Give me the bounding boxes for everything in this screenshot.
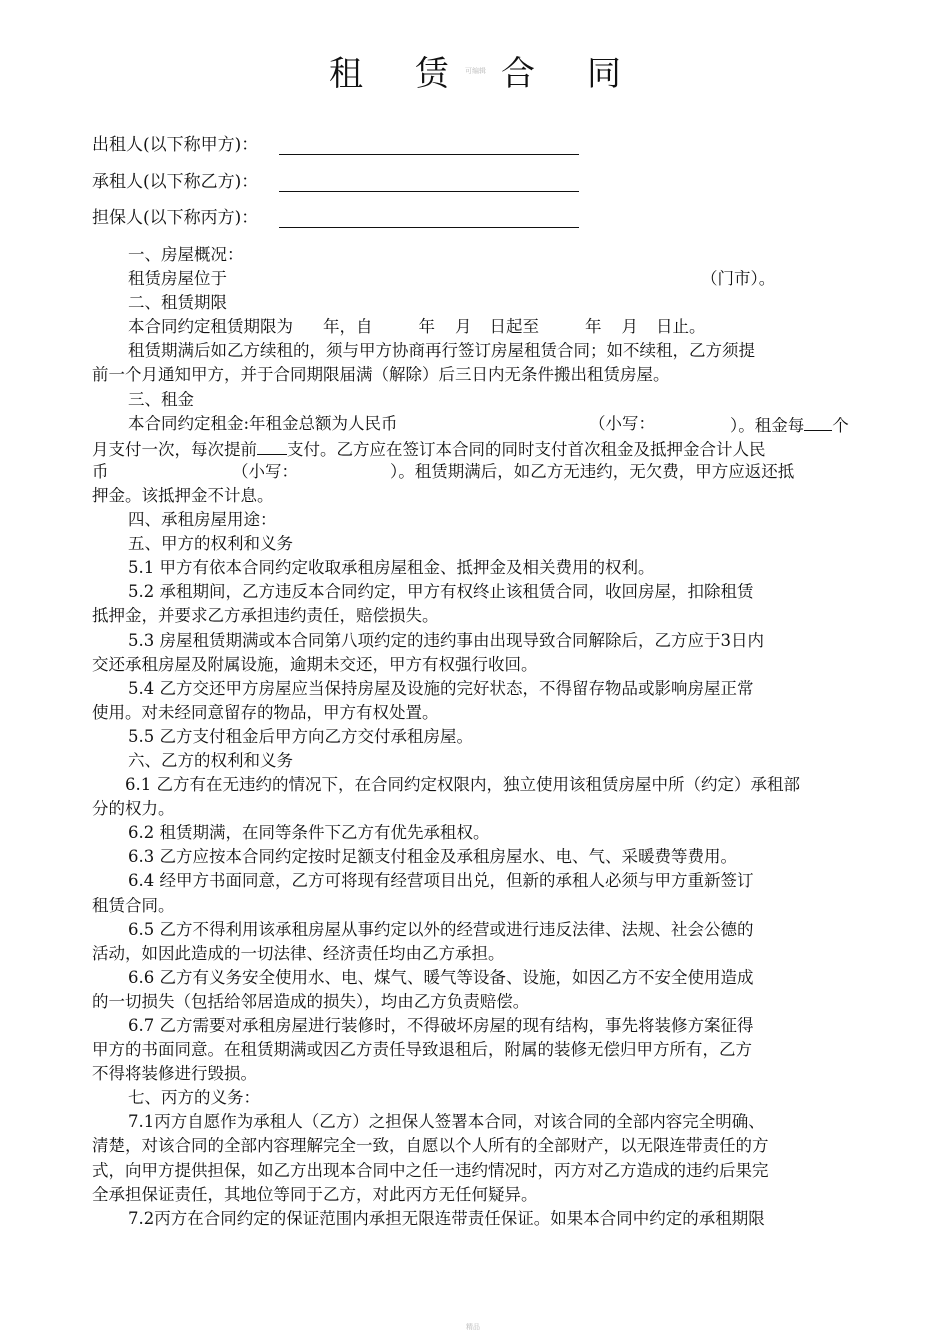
clause-text: （小写：: [232, 461, 298, 481]
clause-line: 5.1 甲方有依本合同约定收取承租房屋租金、抵押金及相关费用的权利。: [128, 558, 655, 578]
clause-line: 5.4 乙方交还甲方房屋应当保持房屋及设施的完好状态，不得留存物品或影响房屋正常: [128, 678, 754, 698]
blank-field[interactable]: [804, 412, 832, 431]
watermark-top: 可编辑: [465, 67, 486, 75]
clause-text: 月: [455, 317, 472, 337]
clause-text: 月支付一次，每次提前: [92, 439, 257, 459]
clause-text: 日止。: [656, 317, 706, 337]
clause-text: ）。租赁期满后，如乙方无违约，无欠费，甲方应返还抵: [390, 461, 795, 481]
clause-line: 7.1丙方自愿作为承租人（乙方）之担保人签署本合同，对该合同的全部内容完全明确、: [128, 1112, 765, 1132]
clause-line: 7.2丙方在合同约定的保证范围内承担无限连带责任保证。如果本合同中约定的承租期限: [128, 1208, 765, 1228]
section-heading: 六、乙方的权利和义务: [128, 750, 293, 770]
title-char: 租: [329, 54, 363, 94]
section-heading: 七、丙方的义务：: [128, 1088, 260, 1108]
party-guarantor-row: [92, 206, 258, 230]
clause-line: 租赁合同。: [92, 895, 175, 915]
clause-text: 日起至: [489, 317, 539, 337]
contract-body: [92, 243, 860, 1231]
clause-line: [92, 267, 860, 291]
clause-line: 分的权力。: [92, 799, 175, 819]
clause-line: 押金。该抵押金不计息。: [92, 485, 274, 505]
clause-line: 甲方的书面同意。在租赁期满或因乙方责任导致退租后，附属的装修无偿归甲方所有，乙方: [92, 1040, 752, 1060]
section-heading: 四、承租房屋用途：: [128, 510, 277, 530]
party-lessor-row: [92, 133, 258, 157]
clause-line: 5.3 房屋租赁期满或本合同第八项约定的违约事由出现导致合同解除后，乙方应于3日内: [128, 630, 764, 650]
clause-line: [92, 412, 860, 436]
clause-line: 全承担保证责任，其地位等同于乙方，对此丙方无任何疑异。: [92, 1184, 538, 1204]
section-heading: 二、租赁期限: [128, 293, 227, 313]
clause-line: 不得将装修进行毁损。: [92, 1064, 257, 1084]
clause-line: 抵押金，并要求乙方承担违约责任，赔偿损失。: [92, 606, 439, 626]
party-guarantor-label: 担保人(以下称丙方)：: [92, 208, 259, 228]
clause-line: 使用。对未经同意留存的物品，甲方有权处置。: [92, 702, 439, 722]
section-heading: 三、租金: [128, 389, 194, 409]
clause-text: 本合同约定租赁期限为: [128, 317, 293, 337]
section-heading: 一、房屋概况：: [128, 245, 244, 264]
clause-text: 支付。乙方应在签订本合同的同时支付首次租金及抵押金合计人民: [287, 439, 766, 459]
title-char: 合: [501, 54, 535, 94]
clause-text: 币: [92, 461, 109, 481]
clause-line: 5.2 承租期间，乙方违反本合同约定，甲方有权终止该租赁合同，收回房屋，扣除租赁: [128, 582, 754, 602]
party-lessor-label: 出租人(以下称甲方)：: [92, 135, 259, 155]
clause-line: 6.7 乙方需要对承租房屋进行装修时，不得破坏房屋的现有结构，事先将装修方案征得: [128, 1016, 754, 1035]
blank-field[interactable]: [257, 436, 287, 455]
clause-line: [92, 460, 860, 484]
clause-line: 租赁期满后如乙方续租的，须与甲方协商再行签订房屋租赁合同；如不续租，乙方须提: [128, 341, 755, 361]
clause-text: 本合同约定租金:年租金总额为人民币: [128, 413, 398, 433]
party-lessee-row: [92, 170, 258, 194]
title-char: 赁: [415, 54, 449, 94]
clause-text: （门市）。: [701, 269, 776, 289]
clause-line: 5.5 乙方支付租金后甲方向乙方交付承租房屋。: [128, 726, 473, 746]
party-guarantor-blank[interactable]: [279, 227, 579, 228]
clause-line: 清楚，对该合同的全部内容理解完全一致，自愿以个人所有的全部财产，以无限连带责任的方: [92, 1136, 769, 1156]
clause-line: 前一个月通知甲方，并于合同期限届满（解除）后三日内无条件搬出租赁房屋。: [92, 365, 670, 385]
clause-line: 6.2 租赁期满，在同等条件下乙方有优先承租权。: [128, 823, 490, 843]
clause-line: 活动，如因此造成的一切法律、经济责任均由乙方承担。: [92, 943, 505, 963]
clause-text: 租赁房屋位于: [128, 269, 227, 289]
clause-line: 6.4 经甲方书面同意，乙方可将现有经营项目出兑，但新的承租人必须与甲方重新签订: [128, 871, 754, 891]
clause-line: 6.6 乙方有义务安全使用水、电、煤气、暖气等设备、设施，如因乙方不安全使用造成: [128, 967, 754, 987]
clause-text: ）。租金每: [730, 415, 805, 435]
party-lessee-label: 承租人(以下称乙方)：: [92, 172, 259, 192]
clause-line: 6.3 乙方应按本合同约定按时足额支付租金及承租房屋水、电、气、采暖费等费用。: [128, 847, 737, 867]
title-char: 同: [587, 54, 621, 94]
party-lessee-blank[interactable]: [279, 191, 579, 192]
clause-line: 6.1 乙方有在无违约的情况下，在合同约定权限内，独立使用该租赁房屋中所（约定）承租部: [125, 775, 800, 795]
clause-line: [92, 436, 860, 460]
clause-line: 式，向甲方提供担保，如乙方出现本合同中之任一违约情况时，丙方对乙方造成的违约后果完: [92, 1160, 769, 1180]
section-heading: 五、甲方的权利和义务: [128, 534, 293, 554]
watermark-bottom: 精品: [466, 1323, 480, 1331]
clause-line: 的一切损失（包括给邻居造成的损失），均由乙方负责赔偿。: [92, 991, 530, 1011]
clause-text: 年: [418, 317, 435, 337]
party-lessor-blank[interactable]: [279, 154, 579, 155]
clause-text: 年，自: [323, 317, 373, 337]
clause-line: 交还承租房屋及附属设施，逾期未交还，甲方有权强行收回。: [92, 654, 538, 674]
clause-text: （小写：: [589, 413, 655, 433]
clause-text: 月: [621, 317, 638, 337]
clause-text: 年: [585, 317, 602, 337]
clause-line: 6.5 乙方不得利用该承租房屋从事约定以外的经营或进行违反法律、法规、社会公德的: [128, 919, 754, 939]
clause-line: [92, 315, 860, 339]
clause-text: 个: [832, 415, 849, 435]
